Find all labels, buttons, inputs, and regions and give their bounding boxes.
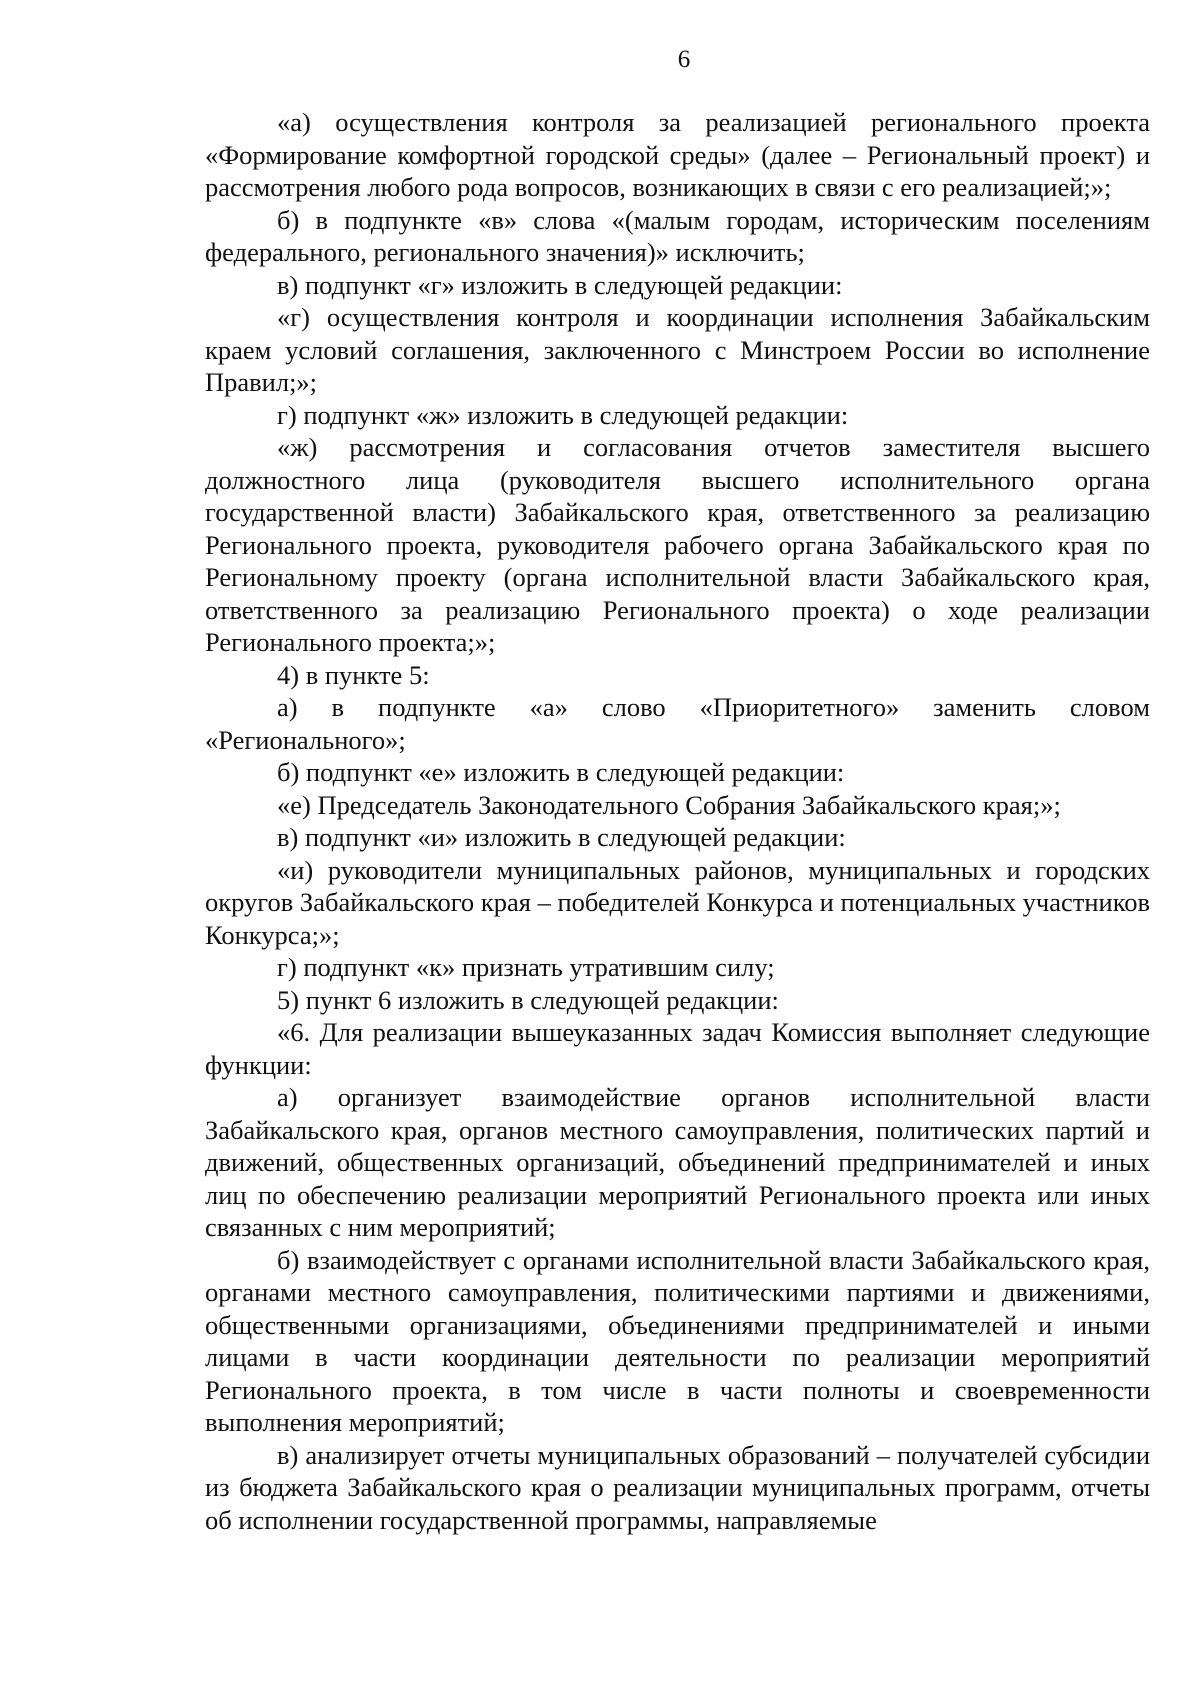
paragraph: «г) осуществления контроля и координации исполнения Забайкальским краем условий соглашения, заключенного с Минстроем России во исполнение Правил;»; bbox=[205, 302, 1150, 397]
paragraph: а) организует взаимодействие органов исполнительной власти Забайкальского края, органов местного самоуправления, политических партий и движений, общественных организаций, объединений предпринимателей и иных лиц по обеспечению реализации мероприятий Регионального проекта или иных связанных с ним мероприятий; bbox=[205, 1082, 1150, 1242]
paragraph: б) в подпункте «в» слова «(малым городам, историческим поселениям федерального, регионального значения)» исключить; bbox=[205, 204, 1150, 267]
paragraph: г) подпункт «ж» изложить в следующей редакции: bbox=[277, 399, 849, 430]
paragraph: б) подпункт «е» изложить в следующей редакции: bbox=[277, 757, 845, 787]
paragraph: «ж) рассмотрения и согласования отчетов заместителя высшего должностного лица (руководителя высшего исполнительного органа государственной власти) Забайкальского края, ответственного за реализацию Регионального проекта, руководителя рабочего органа Забайкальского края по Региональному проекту (органа исполнительной власти Забайкальского края, ответственного за реализацию Регионального проекта) о ходе реализации Регионального проекта;»; bbox=[205, 432, 1150, 657]
document-body bbox=[205, 106, 1150, 1536]
paragraph: г) подпункт «к» признать утратившим силу; bbox=[277, 952, 775, 982]
paragraph: в) анализирует отчеты муниципальных образований – получателей субсидии из бюджета Забайкальского края о реализации муниципальных программ, отчеты об исполнении государственной программы, направляемые bbox=[205, 1439, 1150, 1535]
paragraph: в) подпункт «г» изложить в следующей редакции: bbox=[277, 269, 843, 300]
paragraph: «6. Для реализации вышеуказанных задач Комиссия выполняет следующие функции: bbox=[205, 1017, 1150, 1080]
paragraph: в) подпункт «и» изложить в следующей редакции: bbox=[277, 822, 846, 852]
paragraph: а) в подпункте «а» слово «Приоритетного» заменить словом «Регионального»; bbox=[205, 692, 1150, 755]
paragraph: 5) пункт 6 изложить в следующей редакции: bbox=[277, 984, 779, 1015]
paragraph: «и) руководители муниципальных районов, муниципальных и городских округов Забайкальского края – победителей Конкурса и потенциальных участников Конкурса;»; bbox=[205, 854, 1150, 950]
paragraph: «а) осуществления контроля за реализацией регионального проекта «Формирование комфортной городской среды» (далее – Региональный проект) и рассмотрения любого рода вопросов, возникающих в связи с его реализацией;»; bbox=[205, 107, 1150, 202]
page-number: 6 bbox=[677, 46, 691, 73]
paragraph: б) взаимодействует с органами исполнительной власти Забайкальского края, органами местного самоуправления, политическими партиями и движениями, общественными организациями, объединениями предпринимателей и иными лицами в части координации деятельности по реализации мероприятий Регионального проекта, в том числе в части полноты и своевременности выполнения мероприятий; bbox=[205, 1244, 1150, 1437]
paragraph: 4) в пункте 5: bbox=[277, 659, 430, 690]
paragraph: «е) Председатель Законодательного Собрания Забайкальского края;»; bbox=[277, 789, 1061, 820]
